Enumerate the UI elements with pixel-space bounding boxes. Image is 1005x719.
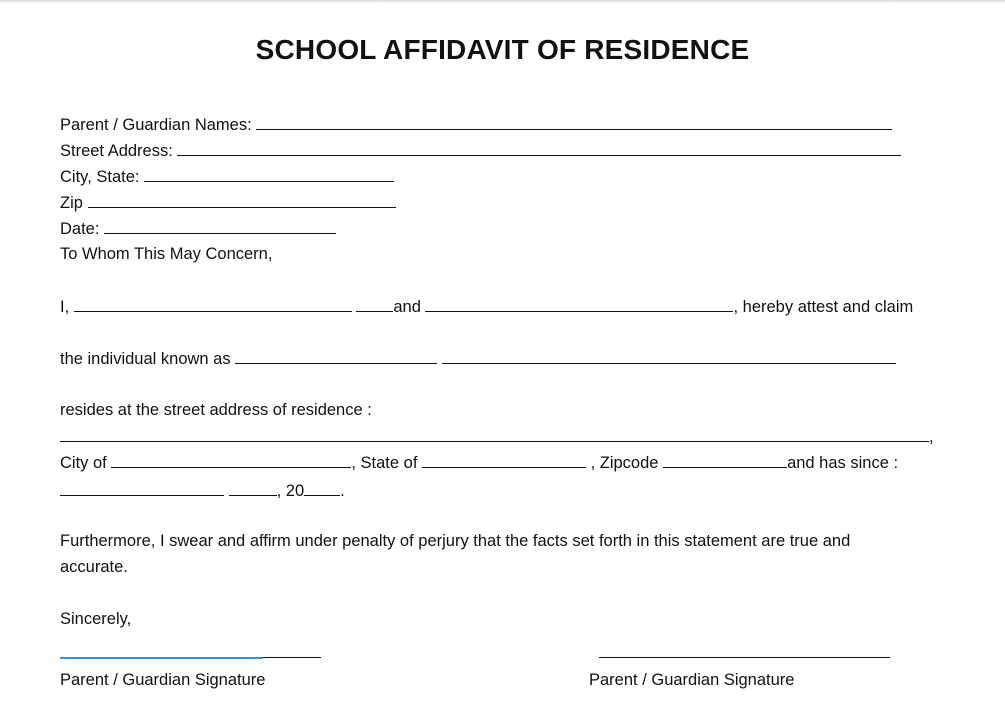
left-signature-line[interactable] xyxy=(263,657,321,658)
zip-label: Zip xyxy=(60,194,83,212)
residence-state-field[interactable] xyxy=(422,452,586,468)
state-of-label: , State of xyxy=(351,454,418,472)
left-signature-line-highlight[interactable] xyxy=(60,657,263,659)
street-address-field[interactable] xyxy=(177,140,901,156)
right-signature-label: Parent / Guardian Signature xyxy=(589,671,795,689)
left-signature-label: Parent / Guardian Signature xyxy=(60,671,266,689)
known-as-label: the individual known as xyxy=(60,350,231,368)
zip-row xyxy=(60,192,396,213)
city-state-field[interactable] xyxy=(144,166,394,182)
attester-name-1-field[interactable] xyxy=(74,296,352,312)
student-last-name-field[interactable] xyxy=(442,348,896,364)
date-field[interactable] xyxy=(104,218,336,234)
attester-name-2-field[interactable] xyxy=(425,296,733,312)
since-month-field[interactable] xyxy=(60,480,224,496)
affirmation-line-1: Furthermore, I swear and affirm under penalty of perjury that the facts set forth in this statement are true and xyxy=(60,532,851,550)
date-row xyxy=(60,218,336,239)
has-since-label: and has since : xyxy=(787,454,899,472)
since-year-field[interactable] xyxy=(304,480,340,496)
street-address-label: Street Address: xyxy=(60,142,173,160)
zipcode-label: , Zipcode xyxy=(590,454,659,472)
since-date-row xyxy=(60,480,345,501)
resides-at-row: resides at the street address of residence : xyxy=(60,401,372,419)
closing: Sincerely, xyxy=(60,610,132,628)
parent-names-field[interactable] xyxy=(256,114,892,130)
attest-suffix: , hereby attest and claim xyxy=(733,298,914,316)
residence-address-field[interactable] xyxy=(60,426,929,442)
since-period: . xyxy=(340,482,345,500)
parent-names-row xyxy=(60,114,892,135)
city-state-zip-row xyxy=(60,452,898,473)
attest-and: and xyxy=(393,298,421,316)
parent-names-label: Parent / Guardian Names: xyxy=(60,116,252,134)
residence-zipcode-field[interactable] xyxy=(663,452,787,468)
residence-address-row xyxy=(60,426,934,447)
address-comma: , xyxy=(929,428,934,446)
document-title: SCHOOL AFFIDAVIT OF RESIDENCE xyxy=(255,34,750,65)
since-day-field[interactable] xyxy=(229,480,277,496)
attest-prefix: I, xyxy=(60,298,70,316)
attest-row xyxy=(60,296,913,317)
attester-extra-field[interactable] xyxy=(356,296,393,312)
affirmation-line-2: accurate. xyxy=(60,558,128,576)
city-state-label: City, State: xyxy=(60,168,140,186)
city-of-label: City of xyxy=(60,454,107,472)
right-signature-line[interactable] xyxy=(599,657,890,658)
student-first-name-field[interactable] xyxy=(235,348,437,364)
viewer-top-edge xyxy=(0,0,1005,3)
city-state-row xyxy=(60,166,394,187)
salutation: To Whom This May Concern, xyxy=(60,245,273,263)
residence-city-field[interactable] xyxy=(111,452,351,468)
date-label: Date: xyxy=(60,220,100,238)
year-prefix: , 20 xyxy=(276,482,305,500)
zip-field[interactable] xyxy=(88,192,396,208)
street-address-row xyxy=(60,140,901,161)
known-as-row xyxy=(60,348,896,369)
